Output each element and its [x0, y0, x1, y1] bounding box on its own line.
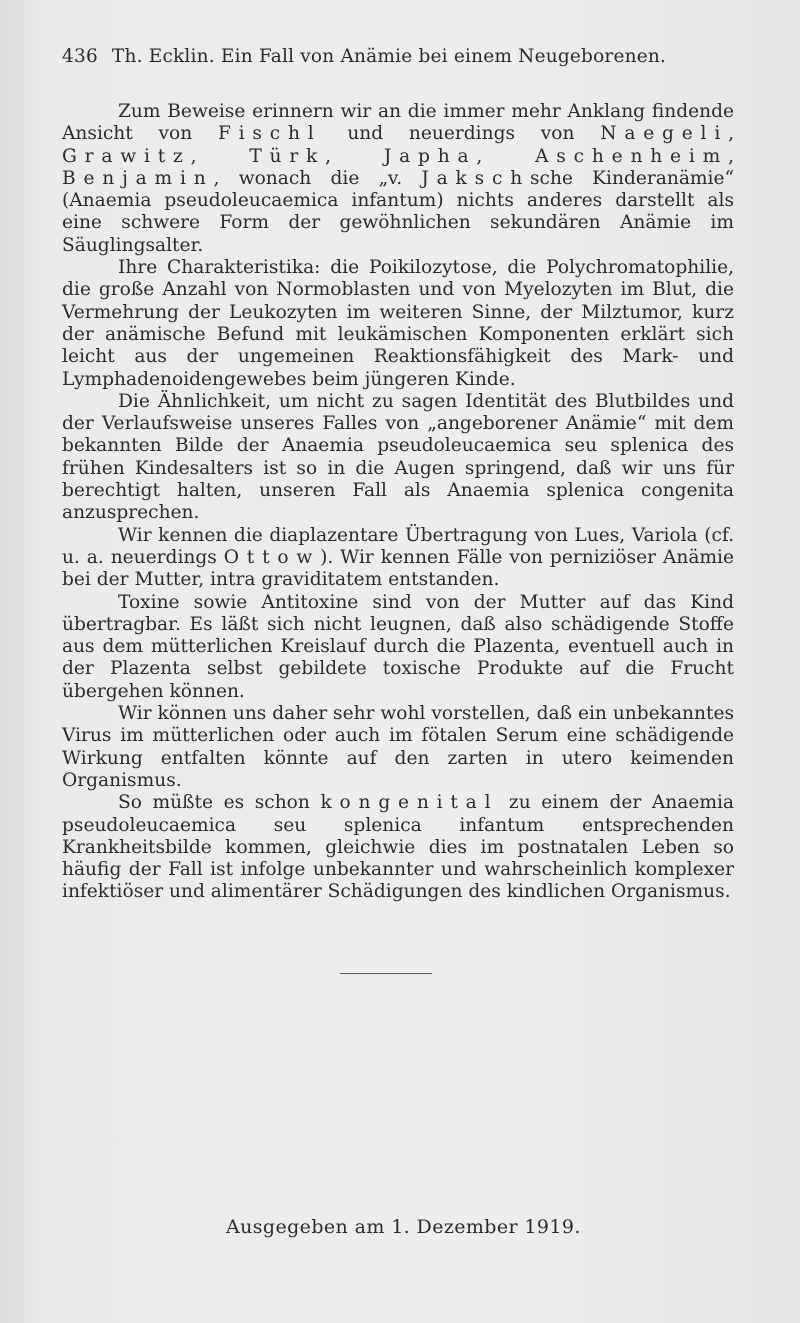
author-name: Jaksch	[421, 167, 530, 189]
author-name: Aschenheim	[535, 145, 729, 167]
text-run: So müßte es schon	[118, 792, 321, 814]
text-run: Wir kennen die diaplazentare Übertragung von Lues, Variola (cf. u. a. neuerdings	[62, 524, 734, 568]
text-run: ,	[728, 123, 734, 145]
text-run: ,	[325, 145, 384, 167]
paragraph-5: Toxine sowie Antitoxine sind von der Mutter auf das Kind übertragbar. Es läßt sich nicht leugnen, daß also schädigende Stoffe aus dem mütterlichen Kreislauf durch die Plazenta, eventuell auch in der Plazenta selbst gebildete toxische Produkte auf die Frucht übergehen können.	[62, 591, 734, 702]
author-name: Grawitz	[62, 145, 191, 167]
text-run: und neuerdings von	[321, 123, 601, 145]
author-name: Türk	[249, 145, 326, 167]
paragraph-3: Die Ähnlichkeit, um nicht zu sagen Identität des Blutbildes und der Verlaufsweise unseres Falles von „angeborener Anämie“ mit dem bekannten Bilde der Anaemia pseudoleucaemica seu splenica des frühen Kindesalters ist so in die Augen springend, daß wir uns für berechtigt halten, unseren Fall als Anaemia splenica congenita anzusprechen.	[62, 390, 734, 524]
author-name: Ottow	[223, 546, 321, 568]
article-body	[62, 101, 734, 904]
emphasized-term: kongenital	[320, 792, 499, 814]
text-run: sche Kinderanämie“ (Anaemia pseudoleucaemica infantum) nichts anderes darstellt als eine schwere Form der gewöhnlichen sekundären Anämie im Säuglingsalter.	[62, 167, 735, 256]
author-name: Naegeli	[600, 123, 729, 145]
author-name: Benjamin	[62, 167, 214, 189]
text-run: , wonach die „v.	[213, 167, 422, 189]
paragraph-2: Ihre Charakteristika: die Poikilozytose, die Polychromatophilie, die große Anzahl von Normoblasten und von Myelozyten im Blut, die Vermehrung der Leukozyten im weiteren Sinne, der Milztumor, kurz der anämische Befund mit leukämischen Komponenten erklärt sich leicht aus der ungemeinen Reaktionsfähigkeit des Mark- und Lymphadenoidengewebes beim jüngeren Kinde.	[62, 257, 734, 390]
author-name: Japha	[383, 145, 477, 167]
paragraph-4	[62, 525, 734, 592]
page-number: 436	[62, 46, 98, 67]
publication-date-note: Ausgegeben am 1. Dezember 1919.	[226, 1216, 581, 1238]
paragraph-6: Wir können uns daher sehr wohl vorstellen, daß ein unbekanntes Virus im mütterlichen oder auch im fötalen Serum eine schädigende Wirkung entfalten könnte auf den zarten in utero keimenden Organismus.	[62, 703, 734, 791]
text-run: ). Wir kennen Fälle von perniziöser Anämie bei der Mutter, intra graviditatem entstanden.	[62, 546, 734, 591]
running-header	[62, 46, 742, 67]
text-run: ,	[190, 145, 250, 167]
section-divider	[340, 973, 432, 974]
author-name: Fischl	[217, 123, 322, 145]
paragraph-1	[62, 101, 734, 257]
paragraph-7	[62, 792, 734, 903]
running-title: Th. Ecklin. Ein Fall von Anämie bei einem Neugeborenen.	[111, 46, 667, 67]
text-run: zu einem der Anaemia pseudoleucaemica seu splenica infantum entsprechenden Krankheitsbilde kommen, gleichwie dies im postnatalen Leben so häufig der Fall ist infolge unbekannter und wahrscheinlich komplexer infektiöser und alimentärer Schädigungen des kindlichen Organismus.	[62, 792, 734, 903]
text-run: ,	[476, 145, 536, 167]
text-run: Zum Beweise erinnern wir an die immer mehr Anklang findende Ansicht von	[62, 101, 734, 145]
text-run: ,	[728, 145, 734, 167]
